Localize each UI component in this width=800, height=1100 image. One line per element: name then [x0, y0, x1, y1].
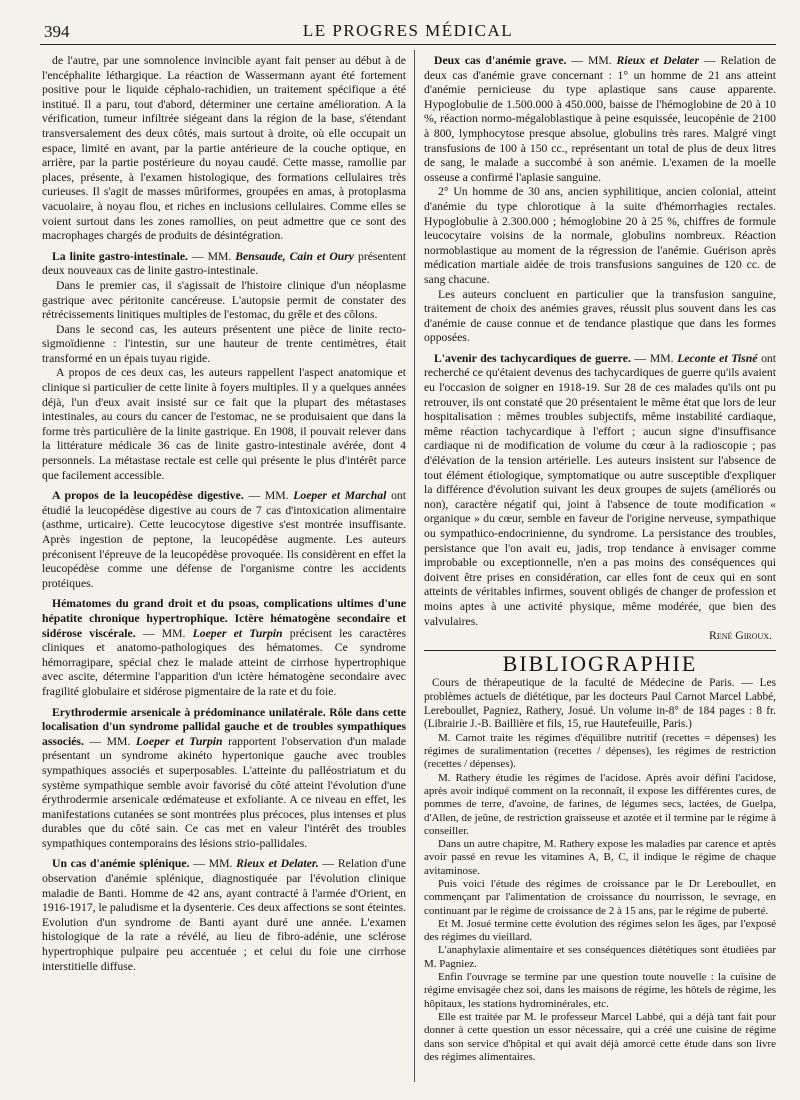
dash: — MM.: [187, 249, 236, 263]
article-tachycardiques: [424, 352, 776, 644]
article-text: présentent deux nouveaux cas de linite gastro-intestinale.: [42, 249, 406, 278]
dash: — MM.: [243, 489, 294, 503]
page-number: 394: [44, 22, 70, 41]
article-anemie-grave: [424, 54, 776, 346]
article-hematomes: [42, 597, 406, 699]
dash: — MM.: [83, 734, 136, 748]
article-authors: Loeper et Turpin: [135, 734, 223, 748]
running-title: LE PROGRES MÉDICAL: [302, 21, 514, 40]
book-reference: Cours de thérapeutique de la faculté de Médecine de Paris. — Les problèmes actuels de diététique, par les docteurs Paul Carnot Marcel Labbé, Lereboullet, Pagniez, Rathery, Josué. Un volume in-8° de 184 pages : 8 fr. (Librairie J.-B. Baillière et fils, 15, rue Hautefeuille, Paris.): [424, 677, 776, 731]
article-title: Erythrodermie arsenicale à prédominance unilatérale. Rôle dans cette localisation d'un syndrome pallidal gauche et de troubles sympathiques associés.: [42, 705, 406, 748]
article-title: A propos de la leucopédèse digestive.: [52, 489, 244, 503]
article-linite: [42, 250, 406, 484]
article-signature: [424, 629, 776, 644]
section-heading: BIBLIOGRAPHIE: [502, 650, 698, 676]
article-text: — Relation d'une observation d'anémie splénique, diagnostiquée par l'évolution clinique maladie de Banti. Homme de 42 ans, ayant contracté à l'armée d'Orient, en 1916-1917, le paludisme et la dysenterie. Ces deux affections se sont éteintes. Evolution d'un syndrome de Banti ayant duré une année. L'examen histologique de la rate a révélé, au lieu de fibro-adénie, une sclérose hypertrophique pulpaire peu accentuée ; et celui du foie une cirrhose interstitielle diffuse.: [42, 857, 406, 973]
bibliography-entry: [424, 677, 776, 731]
article-paragraph: [42, 489, 406, 591]
article-paragraph: [42, 857, 406, 974]
right-column: [424, 54, 776, 1086]
article-paragraph: [42, 706, 406, 852]
review-paragraph: Dans un autre chapitre, M. Rathery expose les maladies par carence et après avoir passé en revue les vitamines A, B, C, il indique le régime de chaque avitaminose.: [424, 838, 776, 877]
article-authors: Rieux et Delater: [616, 54, 700, 67]
article-erythrodermie: [42, 706, 406, 852]
review-paragraph: Puis voici l'étude des régimes de croissance par le Dr Lereboullet, en commençant par l'alimentation de croissance du nourrisson, le sevrage, en continuant par le régime de croissance de 2 à 15 ans, par le régime de puberté.: [424, 877, 776, 917]
left-column: [42, 54, 406, 1086]
dash: — MM.: [566, 54, 617, 67]
article-paragraph: Dans le premier cas, il s'agissait de l'histoire clinique d'un néoplasme gastrique avec péritonite cancéreuse. L'autopsie permit de constater des rétrécissements linitiques multiples de l'estomac, du grêle et des côlons.: [42, 278, 406, 322]
article-paragraph: Les auteurs concluent en particulier que la transfusion sanguine, traitement de choix des anémies graves, réussit plus souvent dans les cas d'anémie de cause connue et de tendance plastique que dans les formes opposées.: [424, 287, 776, 345]
article-paragraph: de l'autre, par une somnolence invincible ayant fait penser au début à de l'encéphalite léthargique. La réaction de Wassermann ayant été fortement positive pour le liquide céphalo-rachidien, un traitement spécifique a été institué. Il a paru, tout d'abord, déterminer une certaine amélioration. A la vérification, tumeur infiltrée siégeant dans la région de la base, s'étendant transversalement des deux côtés, mais surtout à droite, où elle occupait un espace, limité en avant, par la partie antérieure de la couche optique, en arrière, par la partie postérieure du noyau caudé. Cette masse, ramollie par places, présente, à l'examen histologique, des formations cellulaires très curieuses. Il s'agit de masses mûriformes, groupées en amas, à protoplasma vacuolaire, à noyau flou, et riches en inclusions cellulaires. Comme elles se voient surtout dans les zones ramollies, on peut admettre que ce sont des macrophages chargés de produits de désintégration.: [42, 54, 406, 243]
review-paragraph: M. Carnot traite les régimes d'équilibre nutritif (recettes = dépenses) les régimes de suralimentation (recettes / dépenses), les régimes de restriction (recettes / dépenses).: [424, 731, 776, 771]
dash: — MM.: [135, 626, 193, 640]
signature-text: René Giroux.: [709, 629, 772, 643]
article-text: ont recherché ce qu'étaient devenus des tachycardiques de guerre qu'ils avaient eu l'occasion de soigner en 1918-19. Sur 28 de ces malades qu'ils ont pu retrouver, ils ont constaté que 20 présentaient le même état que lors de leur hospitalisation : mêmes troubles subjectifs, même instabilité cardiaque, même réaction tachycardique à l'effort ; aucun signe d'insuffisance cardiaque ni de modification de volume du cœur à la radioscopie ; pas d'élévation de la tension artérielle. Les auteurs insistent sur l'absence de tout élément étiologique, symptomatique ou autre susceptible d'expliquer la différence d'évolution suivant les deux groupes de sujets (améliorés ou non), caractère négatif qui, joint à l'absence de toute modification « organique » du cœur, semble en faveur de l'origine nerveuse, sympathique ou sympathico-endocrinienne, du syndrome. La persistance des troubles, persistance que l'on avait eu, jadis, trop tendance à envisager comme improbable ou exceptionnelle, n'en a pas moins des conséquences qui doivent être prises en considération, car elles font de ceux qui en sont atteints de véritables infirmes, souvent obligés de changer de profession et moins aptes à une activité physique, même modérée, que bien des valvulaires.: [424, 351, 776, 628]
article-paragraph: Dans le second cas, les auteurs présentent une pièce de linite recto-sigmoïdienne : l'intestin, sur une hauteur de trente centimètres, était transformé en un épais tuyau rigide.: [42, 322, 406, 365]
article-title: La linite gastro-intestinale.: [52, 249, 188, 263]
article-authors: Bensaude, Cain et Oury: [235, 249, 354, 263]
article-paragraph: [424, 54, 776, 185]
article-title: L'avenir des tachycardiques de guerre.: [434, 351, 631, 365]
article-paragraph: A propos de ces deux cas, les auteurs rappellent l'aspect anatomique et clinique si particulier de cette linite à foyers multiples. Il y a quelques années déjà, l'un d'eux avait insisté sur ce fait que la plupart des métastases intestinales, au cours du cancer de l'estomac, ne se produisaient que dans la forme très particulière de la linite gastrique. En 1908, il pouvait relever dans la littérature médicale 36 cas de linite gastro-intestinale avérée, dont 4 personnels. La métastase rectale est celle qui présente le plus d'intérêt parce que facilement accessible.: [42, 366, 406, 482]
article-paragraph: 2° Un homme de 30 ans, ancien syphilitique, ancien colonial, atteint d'anémie du type chlorotique à la suite d'hémorrhagies rectales. Hypoglobulie à 2.300.000 ; hémoglobine 20 à 25 %, chiffres de formule leucocytaire voisins de la normale, globulins nombreux. Réaction normoblastique au moment de la régression de l'anémie. Guérison après médication martiale aidée de trois transfusions sanguines de 120 cc. de sang chacune.: [424, 185, 776, 286]
article-text: — Relation de deux cas d'anémie grave concernant : 1° un homme de 21 ans atteint d'anémie pernicieuse du type aplastique sans cause apparente. Hypoglobulie de 1.500.000 à 450.000, baisse de l'hémoglobine de 20 à 10 %, réaction normo-mégaloblastique à peine esquissée, leucopénie de 2100 à 800, lymphocytose presque absolue, globulins très rares. Malgré vingt transfusions de 100 à 150 cc., représentant un total de plus de deux litres de sang, le malade a succombé à son anémie. L'examen de la moelle osseuse a confirmé l'aplasie sanguine.: [424, 54, 776, 184]
page-header: [40, 18, 776, 45]
article-text: rapportent l'observation d'un malade présentant un syndrome akinéto hypertonique gauche avec troubles sympathiques associés et superposables. L'atteinte du palléostriatum et du système sympathique semble avoir favorisé du côté atteint l'évolution d'une érythrodermie arsenicale œdémateuse et exfoliante. A ce niveau en effet, les manifestations cutanées se sont montrées plus précoces, plus intenses et plus durables que du côté sain. Ce cas met en valeur l'intérêt des troubles sympathiques contemporains des lésions strio-pallidales.: [42, 734, 406, 850]
article-text: ont étudié la leucopédèse digestive au cours de 7 cas d'intoxication alimentaire (asthme, urticaire). Cette leucocytose digestive s'est montrée insuffisante. Après ingestion de peptone, la leucopédèse augmente. Les auteurs préconisent l'épreuve de la leucopédèse provoquée. Ils considèrent en effet la leucopédèse comme une défense de l'organisme contre les accidents protéiques.: [42, 489, 406, 590]
review-paragraph: M. Rathery étudie les régimes de l'acidose. Après avoir défini l'acidose, après avoir indiqué comment on la reconnaît, il expose les différentes cures, de pommes de terre, d'avoine, de farines, de légumes secs, lactées, de Guelpa, d'Allen, de jeûne, de restriction graisseuse et azotée et il termine par le régime à conseiller.: [424, 771, 776, 837]
article-title: Hématomes du grand droit et du psoas, complications ultimes d'une hépatite chronique hypertrophique. Ictère hématogène secondaire et sidérose viscérale.: [42, 597, 406, 640]
dash: — MM.: [630, 351, 678, 365]
article-authors: Rieux et Delater.: [236, 857, 319, 871]
review-paragraph: L'anaphylaxie alimentaire et ses conséquences diététiques sont étudiées par M. Pagniez.: [424, 944, 776, 970]
column-rule: [414, 50, 415, 1082]
bibliography-review: [424, 732, 776, 1064]
article-authors: Loeper et Turpin: [192, 626, 283, 640]
review-paragraph: Elle est traitée par M. le professeur Marcel Labbé, qui a déjà tant fait pour donner à cette question un essor nécessaire, qui a créé une cuisine de régime dans son service d'hôpital et qui avait déjà amorcé cette étude dans son livre des régimes alimentaires.: [424, 1010, 776, 1063]
article-paragraph: [42, 250, 406, 279]
article-anemie-splenique: [42, 857, 406, 974]
article-authors: Loeper et Marchal: [293, 489, 387, 503]
article-authors: Leconte et Tisné: [677, 351, 758, 365]
article-title: Un cas d'anémie splénique.: [52, 857, 190, 871]
article-title: Deux cas d'anémie grave.: [434, 54, 567, 67]
article-leucopedese: [42, 489, 406, 591]
dash: — MM.: [189, 857, 237, 871]
review-paragraph: Enfin l'ouvrage se termine par une question toute nouvelle : la cuisine de régime envisagée chez soi, dans les maisons de régime, les hôtels de régime, les hôpitaux, les stations hydrominérales, etc.: [424, 971, 776, 1010]
article-continuation: [42, 54, 406, 244]
article-paragraph: [424, 352, 776, 629]
article-text: précisent les caractères cliniques et anatomo-pathologiques des hématomes. Ce syndrome hémorragipare, spécial chez le malade atteint de cirrhose hypertrophique avec ascite, détermine l'apparition d'un ictère hématogène secondaire avec fragilité globulaire et sidérose pigmentaire de la rate et du foie.: [42, 626, 406, 698]
review-paragraph: Et M. Josué termine cette évolution des régimes selon les âges, par l'exposé des régimes du vieillard.: [424, 917, 776, 944]
article-paragraph: [42, 597, 406, 699]
